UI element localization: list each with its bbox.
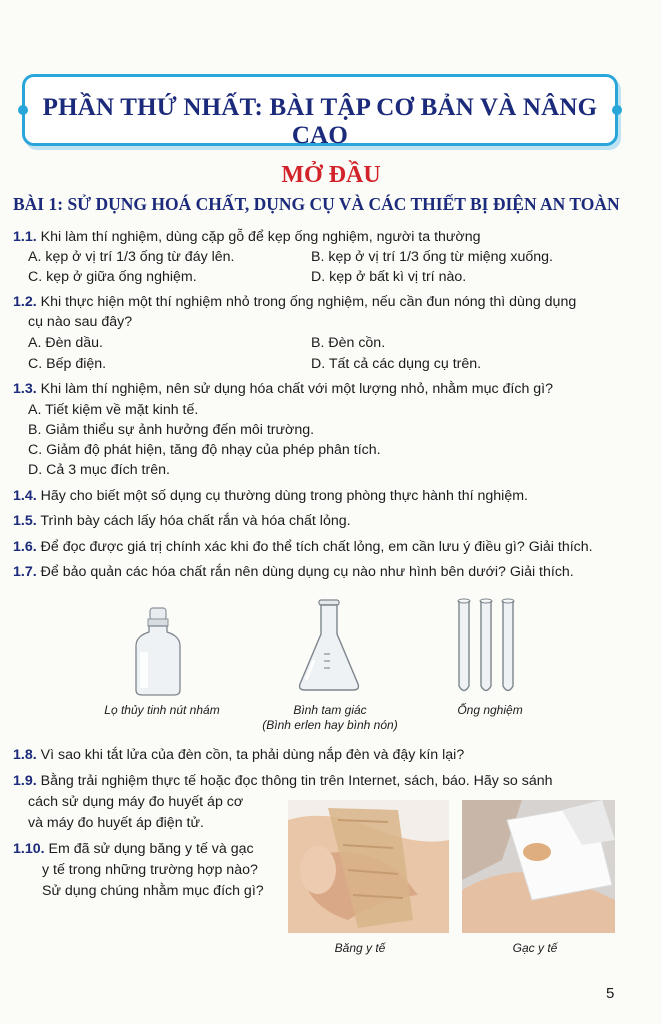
medical-bandage-photo (288, 800, 449, 933)
question-text-cont: Sử dụng chúng nhằm mục đích gì? (42, 883, 264, 899)
question-1-9 (13, 772, 553, 790)
option-d: D. kẹp ở bất kì vị trí nào. (311, 269, 467, 285)
question-text: Khi làm thí nghiệm, dùng cặp gỗ để kẹp ống nghiệm, người ta thường (40, 229, 481, 245)
test-tubes-image (455, 598, 519, 698)
question-1-8 (13, 746, 464, 764)
question-1-6 (13, 538, 593, 556)
question-text: Bằng trải nghiệm thực tế hoặc đọc thông tin trên Internet, sách, báo. Hãy so sánh (40, 773, 553, 789)
ground-glass-bottle-image (128, 606, 188, 698)
question-text: Khi thực hiện một thí nghiệm nhỏ trong ống nghiệm, nếu cần đun nóng thì dùng dụng (40, 294, 577, 310)
question-text: Để đọc được giá trị chính xác khi đo thể tích chất lỏng, em cần lưu ý điều gì? Giải thích. (40, 539, 593, 555)
question-text-cont: cụ nào sau đây? (28, 314, 133, 330)
question-number: 1.3. (13, 381, 37, 397)
caption-test-tube: Ống nghiệm (457, 703, 523, 717)
option-d: D. Cả 3 mục đích trên. (28, 462, 170, 478)
question-text: Hãy cho biết một số dụng cụ thường dùng trong phòng thực hành thí nghiệm. (40, 488, 528, 504)
caption-bandage: Băng y tế (334, 941, 386, 955)
option-b: B. kẹp ở vị trí 1/3 ống từ miệng xuống. (311, 249, 553, 265)
chapter-title: MỞ ĐẦU (281, 162, 381, 188)
question-1-2 (13, 293, 576, 311)
question-number: 1.8. (13, 747, 37, 763)
option-a: A. Đèn dầu. (28, 335, 103, 351)
question-text-cont: cách sử dụng máy đo huyết áp cơ (28, 794, 244, 810)
question-1-7 (13, 563, 574, 581)
question-1-4 (13, 487, 528, 505)
option-c: C. kẹp ở giữa ống nghiệm. (28, 269, 197, 285)
question-number: 1.9. (13, 773, 37, 789)
question-number: 1.4. (13, 488, 37, 504)
option-d: D. Tất cả các dụng cụ trên. (311, 356, 482, 372)
caption-gauze: Gạc y tế (512, 941, 558, 955)
option-a: A. kẹp ở vị trí 1/3 ống từ đáy lên. (28, 249, 235, 265)
question-number: 1.5. (13, 513, 37, 529)
question-text: Trình bày cách lấy hóa chất rắn và hóa chất lỏng. (40, 513, 351, 529)
question-1-5 (13, 512, 351, 530)
option-c: C. Bếp điện. (28, 356, 107, 372)
question-1-3 (13, 380, 553, 398)
medical-gauze-photo (462, 800, 615, 933)
part-title: PHẦN THỨ NHẤT: BÀI TẬP CƠ BẢN VÀ NÂNG CAO (42, 94, 598, 149)
question-number: 1.2. (13, 294, 37, 310)
option-a: A. Tiết kiệm về mặt kinh tế. (28, 402, 199, 418)
question-text: Khi làm thí nghiệm, nên sử dụng hóa chất với một lượng nhỏ, nhằm mục đích gì? (40, 381, 553, 397)
option-c: C. Giảm độ phát hiện, tăng độ nhạy của phép phân tích. (28, 442, 381, 458)
question-1-10 (13, 840, 254, 858)
caption-flask-alt: (Bình erlen hay bình nón) (262, 718, 398, 732)
question-number: 1.1. (13, 229, 37, 245)
question-text: Vì sao khi tắt lửa của đèn cồn, ta phải dùng nắp đèn và đậy kín lại? (40, 747, 465, 763)
question-text: Em đã sử dụng băng y tế và gạc (48, 841, 254, 857)
lesson-title: BÀI 1: SỬ DỤNG HOÁ CHẤT, DỤNG CỤ VÀ CÁC THIẾT BỊ ĐIỆN AN TOÀN (13, 194, 620, 214)
question-text-cont: và máy đo huyết áp điện tử. (28, 815, 204, 831)
page-number: 5 (606, 985, 615, 1002)
option-b: B. Đèn cồn. (311, 335, 386, 351)
part-title-box (22, 74, 618, 149)
caption-flask: Bình tam giác (293, 703, 367, 717)
question-text: Để bảo quản các hóa chất rắn nên dùng dụng cụ nào như hình bên dưới? Giải thích. (40, 564, 574, 580)
erlenmeyer-flask-image (296, 598, 362, 694)
question-text-cont: y tế trong những trường hợp nào? (42, 862, 258, 878)
question-number: 1.7. (13, 564, 37, 580)
question-number: 1.6. (13, 539, 37, 555)
caption-bottle: Lọ thủy tinh nút nhám (104, 703, 220, 717)
option-b: B. Giảm thiểu sự ảnh hưởng đến môi trường. (28, 422, 315, 438)
question-number: 1.10. (13, 841, 45, 857)
question-1-1 (13, 228, 480, 246)
